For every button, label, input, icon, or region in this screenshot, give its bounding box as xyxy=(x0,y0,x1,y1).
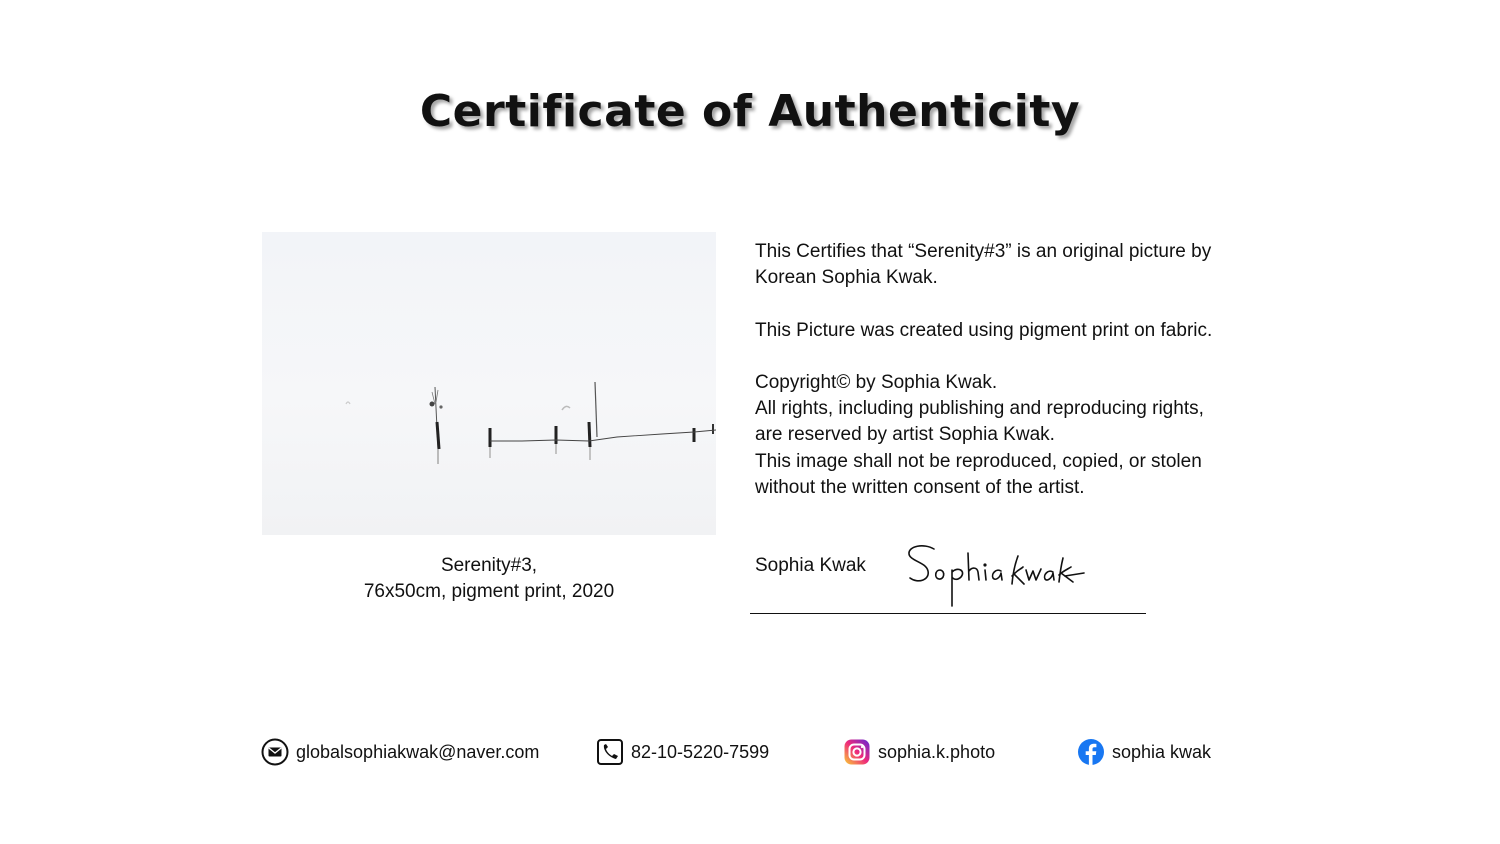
handwritten-signature xyxy=(900,540,1090,615)
instagram-icon xyxy=(843,738,871,766)
caption-title: Serenity#3, xyxy=(440,555,538,576)
email-icon xyxy=(261,738,289,766)
instagram-handle[interactable]: sophia.k.photo xyxy=(878,741,996,762)
statement-line: are reserved by artist Sophia Kwak. xyxy=(755,424,1055,446)
statement-line: This Certifies that “Serenity#3” is an original picture by xyxy=(755,241,1212,262)
statement-line: This image shall not be reproduced, copied, or stolen xyxy=(755,450,1202,472)
statement-paragraph-3 xyxy=(755,370,1275,501)
contact-phone xyxy=(596,736,769,768)
contact-instagram xyxy=(843,736,995,768)
artwork-caption xyxy=(262,553,716,605)
phone-icon xyxy=(596,738,624,766)
misty-lake-image xyxy=(262,232,716,535)
signature-line xyxy=(750,613,1146,614)
statement-line: Korean Sophia Kwak. xyxy=(755,267,938,289)
statement-line: This Picture was created using pigment print on fabric. xyxy=(755,319,1213,341)
statement-line: Copyright© by Sophia Kwak. xyxy=(755,371,998,393)
contact-facebook xyxy=(1077,736,1211,768)
statement-line: All rights, including publishing and reproducing rights, xyxy=(755,398,1204,420)
statement-line: without the written consent of the artist. xyxy=(755,477,1085,499)
certificate-title: Certificate of Authenticity xyxy=(419,86,1081,137)
phone-text[interactable]: 82-10-5220-7599 xyxy=(631,741,770,762)
facebook-name[interactable]: sophia kwak xyxy=(1112,741,1212,762)
artist-name: Sophia Kwak xyxy=(755,555,866,576)
email-text[interactable]: globalsophiakwak@naver.com xyxy=(296,741,540,762)
statement-paragraph-1 xyxy=(755,239,1275,292)
contact-email xyxy=(261,736,539,768)
caption-details: 76x50cm, pigment print, 2020 xyxy=(363,581,615,602)
statement-paragraph-2 xyxy=(755,318,1275,344)
artwork-photo xyxy=(262,232,716,535)
facebook-icon xyxy=(1077,738,1105,766)
certificate-statement xyxy=(755,239,1275,501)
